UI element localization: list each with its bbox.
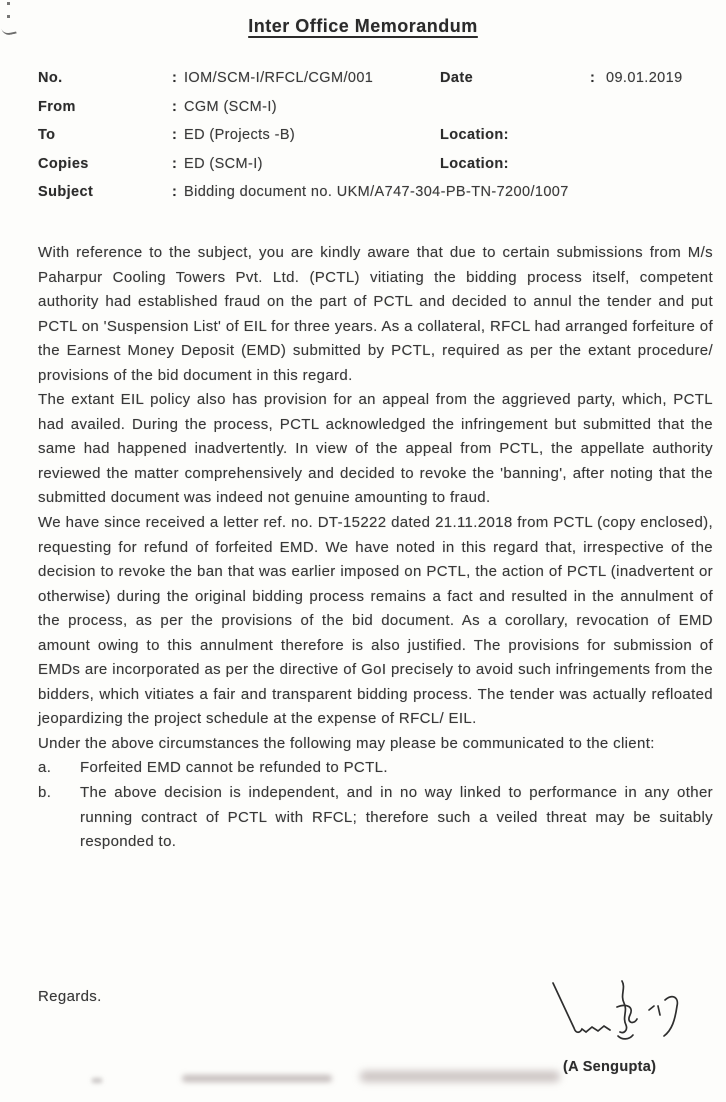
- field-value-from: CGM (SCM-I): [184, 98, 277, 115]
- memo-title: Inter Office Memorandum: [248, 16, 478, 36]
- field-value-to: ED (Projects -B): [184, 127, 296, 144]
- signatory-name: (A Sengupta): [563, 1059, 657, 1075]
- list-marker-b: b.: [38, 784, 52, 802]
- field-value-no: IOM/SCM-I/RFCL/CGM/001: [184, 70, 374, 86]
- field-label-subject: Subject: [38, 184, 94, 201]
- field-label-to: To: [38, 127, 56, 144]
- field-label-location-to: Location:: [440, 127, 509, 144]
- scan-smudge: [182, 1075, 332, 1082]
- field-colon: :: [172, 98, 178, 115]
- field-colon: :: [172, 155, 178, 172]
- field-value-subject: Bidding document no. UKM/A747-304-PB-TN-7200/1007: [184, 184, 569, 201]
- field-label-date: Date: [440, 70, 474, 86]
- field-colon: :: [172, 70, 178, 86]
- paragraph-refund-request: We have since received a letter ref. no. DT-15222 dated 21.11.2018 from PCTL (copy enclosed), requesting for refund of forfeited EMD. We have noted in this regard that, irrespective of the decision to revoke the ban that was earlier imposed on PCTL, the action of PCTL (inadvertent or otherwise) during the original bidding process remains a fact and resulted in the annulment of the process, as per the provisions of the bid document. As a corollary, revocation of EMD amount owing to this annulment therefore is also justified. The provisions for submission of EMDs are incorporated as per the directive of GoI precisely to avoid such infringements from the bidders, which vitiates a fair and transparent bidding process. The tender was actually refloated jeopardizing the project schedule at the expense of RFCL/ EIL.: [38, 514, 713, 728]
- paragraph-appeal: The extant EIL policy also has provision for an appeal from the aggrieved party, which, PCTL had availed. During the process, PCTL acknowledged the infringement but submitted that the same had happened inadvertently. In view of the appeal from PCTL, the appellate authority reviewed the matter comprehensively and decided to revoke the 'banning', after noting that the submitted document was indeed not genuine amounting to fraud.: [38, 391, 713, 507]
- field-colon: :: [590, 70, 596, 86]
- field-colon: :: [172, 184, 178, 201]
- list-text-a: Forfeited EMD cannot be refunded to PCTL.: [80, 759, 388, 777]
- scan-smudge: [360, 1071, 560, 1082]
- field-value-date: 09.01.2019: [606, 70, 683, 86]
- field-label-location-copies: Location:: [440, 155, 509, 172]
- field-value-copies: ED (SCM-I): [184, 155, 263, 172]
- list-intro: Under the above circumstances the following may please be communicated to the client:: [38, 734, 655, 752]
- paragraph-reference: With reference to the subject, you are kindly aware that due to certain submissions from M/s Paharpur Cooling Towers Pvt. Ltd. (PCTL) vitiating the bidding process itself, competent authority had established fraud on the part of PCTL and decided to annul the tender and put PCTL on 'Suspension List' of EIL for three years. As a collateral, RFCL had arranged forfeiture of the Earnest Money Deposit (EMD) submitted by PCTL, required as per the extant procedure/ provisions of the bid document in this regard.: [38, 244, 713, 384]
- field-colon: :: [172, 127, 178, 144]
- field-label-copies: Copies: [38, 155, 89, 172]
- memo-body: [38, 241, 713, 855]
- memo-header: [38, 70, 714, 213]
- scan-smudge: [92, 1078, 102, 1083]
- field-label-no: No.: [38, 70, 63, 86]
- list-text-b: The above decision is independent, and in no way linked to performance in any other running contract of PCTL with RFCL; therefore such a veiled threat may be suitably responded to.: [80, 784, 713, 851]
- list-item-a: [38, 756, 713, 781]
- closing-regards: Regards.: [38, 988, 102, 1005]
- field-label-from: From: [38, 98, 76, 115]
- list-item-b: [38, 781, 713, 855]
- signature-scribble: [545, 978, 680, 1056]
- list-marker-a: a.: [38, 759, 52, 777]
